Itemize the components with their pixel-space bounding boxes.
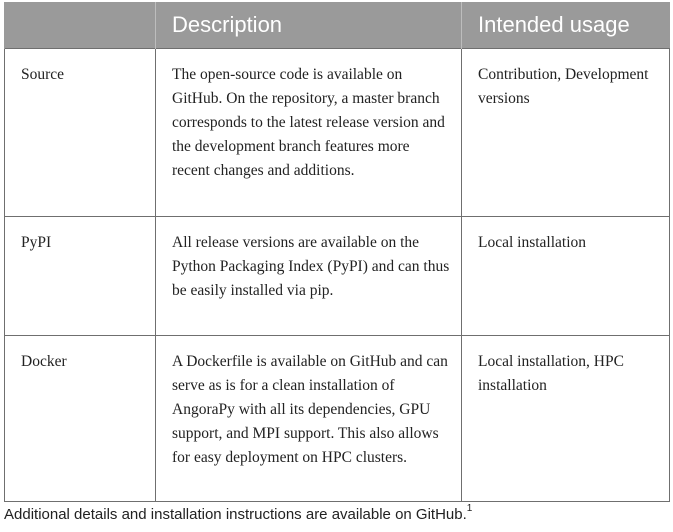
row-name-cell: Docker bbox=[5, 335, 156, 501]
table-row bbox=[5, 48, 670, 216]
distribution-table-container bbox=[4, 2, 669, 502]
header-cell-intended-usage: Intended usage bbox=[462, 2, 670, 48]
footnote-text: Additional details and installation instructions are available on GitHub. bbox=[4, 506, 467, 523]
header-cell-empty bbox=[5, 2, 156, 48]
header-row bbox=[5, 2, 670, 48]
row-usage-cell: Contribution, Development versions bbox=[462, 48, 670, 216]
row-name-cell: PyPI bbox=[5, 216, 156, 335]
table-header bbox=[5, 2, 670, 48]
distribution-table bbox=[4, 2, 670, 502]
table-row bbox=[5, 335, 670, 501]
table-footnote bbox=[4, 505, 472, 523]
table-body bbox=[5, 48, 670, 501]
row-name-cell: Source bbox=[5, 48, 156, 216]
row-usage-cell: Local installation, HPC installation bbox=[462, 335, 670, 501]
row-description-cell: All release versions are available on the Python Packaging Index (PyPI) and can thus be easily installed via pip. bbox=[156, 216, 462, 335]
table-row bbox=[5, 216, 670, 335]
header-cell-description: Description bbox=[156, 2, 462, 48]
row-description-cell: A Dockerfile is available on GitHub and can serve as is for a clean installation of AngoraPy with all its dependencies, GPU support, and MPI support. This also allows for easy deployment on HPC clusters. bbox=[156, 335, 462, 501]
footnote-marker: 1 bbox=[466, 503, 473, 514]
row-description-cell: The open-source code is available on GitHub. On the repository, a master branch corresponds to the latest release version and the development branch features more recent changes and additions. bbox=[156, 48, 462, 216]
row-usage-cell: Local installation bbox=[462, 216, 670, 335]
